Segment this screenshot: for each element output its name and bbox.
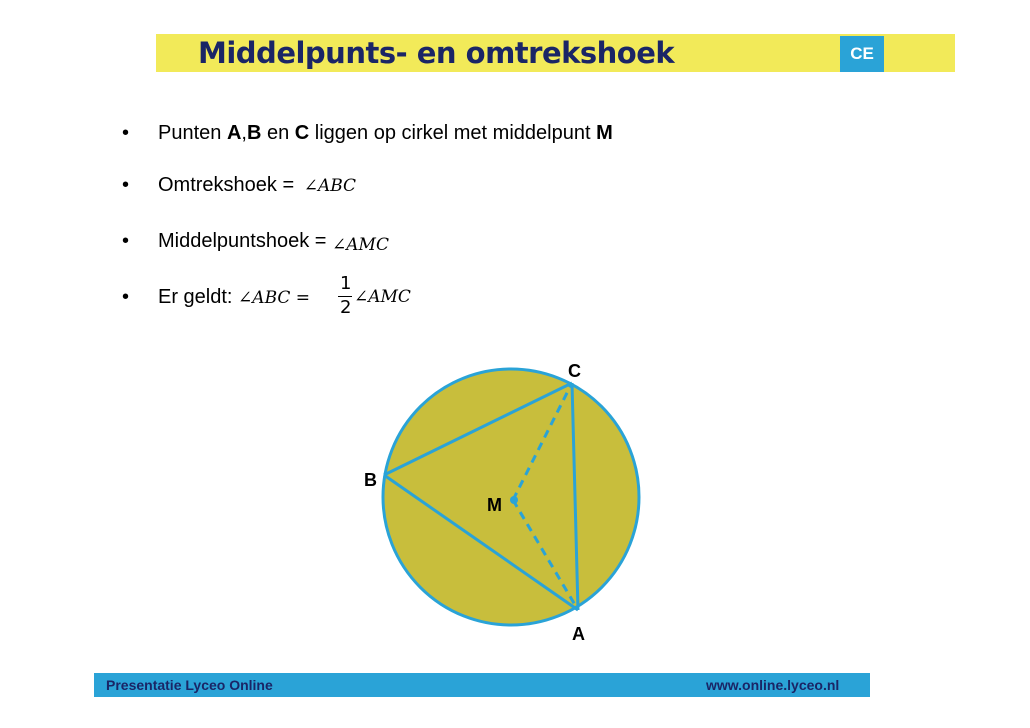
bullet-text-part: liggen op cirkel met middelpunt xyxy=(309,122,597,144)
point-a-label: A xyxy=(226,122,242,144)
bullet-marker: • xyxy=(122,230,130,252)
label-b: B xyxy=(364,470,377,490)
point-b-label: B xyxy=(246,122,262,144)
bullet-marker: • xyxy=(122,122,130,144)
bullet-text-part: en xyxy=(261,122,295,144)
footer-presentation-label: Presentatie Lyceo Online xyxy=(106,677,273,693)
bullet-text-part: , xyxy=(241,122,247,144)
angle-abc-formula: ∠ABC xyxy=(303,176,357,196)
center-point xyxy=(510,496,518,504)
label-a: A xyxy=(572,624,585,644)
bullet-text-part: Punten xyxy=(158,122,227,144)
slide-title: Middelpunts- en omtrekshoek xyxy=(198,36,675,70)
angle-amc-formula: ∠AMC xyxy=(332,235,389,255)
point-c-label: C xyxy=(294,122,310,144)
circle xyxy=(383,369,639,625)
bullet-text-part: Omtrekshoek = xyxy=(158,174,300,196)
relation-right-formula: ∠AMC xyxy=(354,287,411,307)
ce-badge: CE xyxy=(840,36,884,72)
relation-left-formula: ∠ABC = xyxy=(238,288,311,308)
label-c: C xyxy=(568,361,581,381)
bullet-marker: • xyxy=(122,286,130,308)
fraction-denominator: 2 xyxy=(340,297,352,318)
center-m-label: M xyxy=(596,122,613,144)
label-m: M xyxy=(487,495,502,515)
footer-url[interactable]: www.online.lyceo.nl xyxy=(706,677,840,693)
fraction-numerator: 1 xyxy=(340,273,352,294)
bullet-text-part: Middelpuntshoek = xyxy=(158,230,333,252)
bullet-text-part: Er geldt: xyxy=(158,286,239,308)
bullet-marker: • xyxy=(122,174,130,196)
